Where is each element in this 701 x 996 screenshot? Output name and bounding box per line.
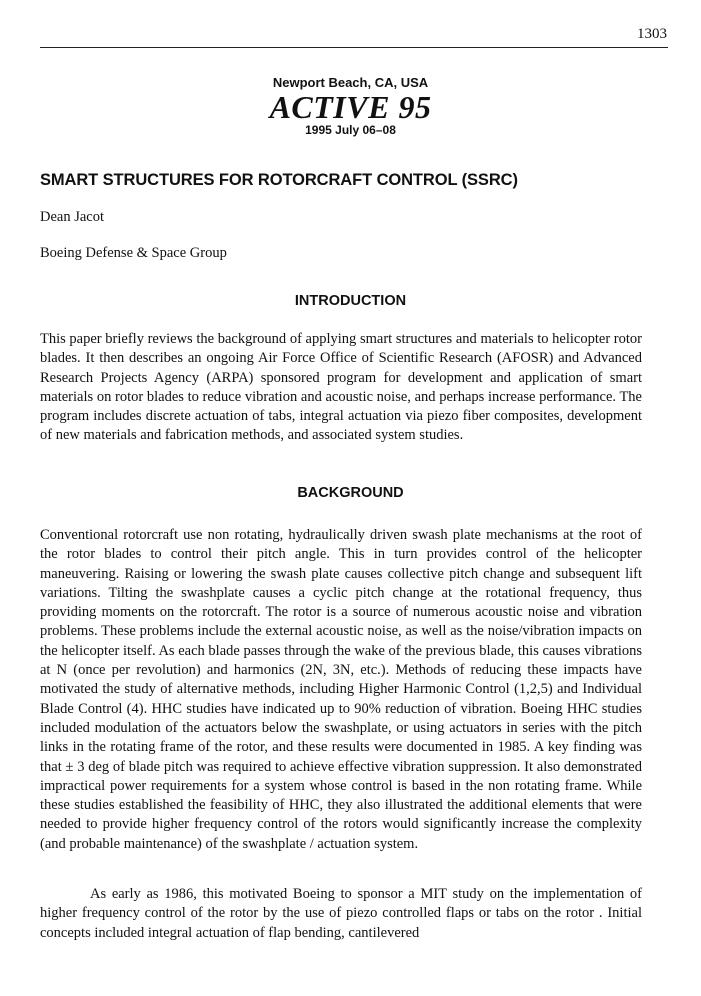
- author-name: Dean Jacot: [40, 209, 105, 225]
- conference-block: [0, 74, 701, 138]
- background-paragraph: Conventional rotorcraft use non rotating, hydraulically driven swash plate mechanisms at the root of the rotor blades to control their pitch angle. This in turn provides control of the helicopter maneuvering. Raising or lowering the swash plate causes collective pitch change and subsequent lift variations. Tilting the swashplate causes a cyclic pitch change at the rotational frequency, thus providing moments on the rotorcraft. The rotor is a source of numerous acoustic noise and vibration problems. These problems include the external acoustic noise, as well as the noise/vibration impacts on the helicopter itself. As each blade passes through the wake of the previous blade, this causes vibrations at N (once per revolution) and harmonics (2N, 3N, etc.). Methods of reducing these impacts have motivated the study of alternative methods, including Higher Harmonic Control (1,2,5) and Individual Blade Control (4). HHC studies have indicated up to 90% reduction of vibration. Boeing HHC studies included modulation of the actuators below the swashplate, or using actuators in series with the pitch links in the rotating frame of the rotor, and these results were documented in 1985. A key finding was that ± 3 deg of blade pitch was required to achieve effective vibration suppression. It also demonstrated impractical power requirements for a system whose control is based in the non rotating frame. While these studies established the feasibility of HHC, they also illustrated the additional elements that were needed to provide higher frequency control of the rotors would significantly increase the complexity (and probable maintenance) of the swashplate / actuation system.: [40, 527, 642, 852]
- conference-dates: 1995 July 06–08: [305, 123, 396, 137]
- introduction-heading: INTRODUCTION: [294, 293, 407, 309]
- background-heading: BACKGROUND: [297, 485, 404, 501]
- background-paragraph-2: As early as 1986, this motivated Boeing to sponsor a MIT study on the implementation of higher frequency control of the rotor by the use of piezo controlled flaps or tabs on the rotor . Initial concepts included integral actuation of flap bending, cantilevered: [40, 886, 642, 941]
- header-rule: [40, 47, 668, 48]
- paper-title: SMART STRUCTURES FOR ROTORCRAFT CONTROL (SSRC): [40, 171, 518, 189]
- conference-location: Newport Beach, CA, USA: [272, 75, 429, 90]
- author-affiliation: Boeing Defense & Space Group: [40, 245, 227, 261]
- conference-name: ACTIVE 95: [269, 89, 432, 125]
- page-number: 1303: [637, 26, 667, 42]
- introduction-paragraph: This paper briefly reviews the background of applying smart structures and materials to helicopter rotor blades. It then describes an ongoing Air Force Office of Scientific Research (AFOSR) and Advanced Research Projects Agency (ARPA) sponsored program for development and application of smart materials on rotor blades to reduce vibration and acoustic noise, and perhaps increase performance. The program includes discrete actuation of tabs, integral actuation via piezo fiber composites, development of new materials and fabrication methods, and associated system studies.: [40, 331, 642, 444]
